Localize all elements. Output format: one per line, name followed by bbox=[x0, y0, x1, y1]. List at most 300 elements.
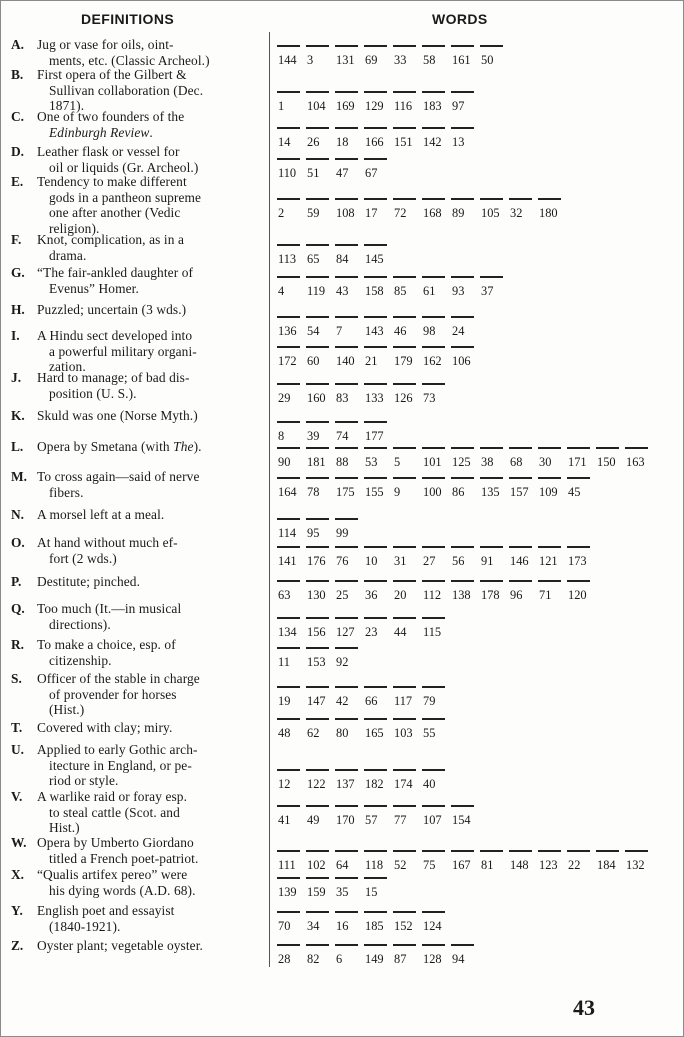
words-header: WORDS bbox=[432, 11, 488, 27]
letter-slot[interactable] bbox=[364, 276, 393, 298]
letter-slot[interactable] bbox=[335, 718, 364, 740]
answer-blank bbox=[335, 718, 358, 720]
letter-slot[interactable] bbox=[393, 718, 422, 740]
letter-slot[interactable] bbox=[422, 850, 451, 872]
letter-slot[interactable] bbox=[364, 718, 393, 740]
letter-slot[interactable] bbox=[335, 158, 364, 180]
slot-number: 154 bbox=[452, 813, 471, 827]
definition-text bbox=[37, 938, 265, 954]
letter-slot[interactable] bbox=[277, 346, 306, 368]
slot-number: 43 bbox=[336, 284, 349, 298]
letter-slot[interactable] bbox=[509, 580, 538, 602]
letter-slot[interactable] bbox=[567, 850, 596, 872]
slot-number: 180 bbox=[539, 206, 558, 220]
letter-slot[interactable] bbox=[393, 127, 422, 149]
letter-slot[interactable] bbox=[451, 850, 480, 872]
letter-slot[interactable] bbox=[422, 447, 451, 469]
letter-slot[interactable] bbox=[451, 805, 480, 827]
word-slots-v bbox=[277, 805, 681, 827]
letter-slot[interactable] bbox=[538, 850, 567, 872]
letter-slot[interactable] bbox=[364, 686, 393, 708]
letter-slot[interactable] bbox=[451, 91, 480, 113]
definition-line: A morsel left at a meal. bbox=[37, 507, 165, 522]
slot-number: 85 bbox=[394, 284, 407, 298]
answer-blank bbox=[364, 346, 387, 348]
letter-slot[interactable] bbox=[422, 45, 451, 67]
definition-letter: M. bbox=[11, 469, 27, 484]
slot-number: 25 bbox=[336, 588, 349, 602]
letter-slot[interactable] bbox=[364, 580, 393, 602]
letter-slot[interactable] bbox=[567, 580, 596, 602]
letter-slot[interactable] bbox=[393, 911, 422, 933]
letter-slot[interactable] bbox=[364, 127, 393, 149]
answer-blank bbox=[364, 276, 387, 278]
letter-slot[interactable] bbox=[393, 383, 422, 405]
letter-slot[interactable] bbox=[567, 477, 596, 499]
letter-slot[interactable] bbox=[277, 769, 306, 791]
letter-slot[interactable] bbox=[306, 580, 335, 602]
slot-number: 52 bbox=[394, 858, 407, 872]
letter-slot[interactable] bbox=[364, 944, 393, 966]
letter-slot[interactable] bbox=[422, 718, 451, 740]
slot-number: 13 bbox=[452, 135, 465, 149]
answer-blank bbox=[277, 316, 300, 318]
letter-slot[interactable] bbox=[277, 546, 306, 568]
letter-slot[interactable] bbox=[393, 546, 422, 568]
slot-number: 89 bbox=[452, 206, 465, 220]
letter-slot[interactable] bbox=[277, 383, 306, 405]
letter-slot[interactable] bbox=[277, 580, 306, 602]
letter-slot[interactable] bbox=[306, 686, 335, 708]
slot-number: 66 bbox=[365, 694, 378, 708]
slot-number: 149 bbox=[365, 952, 384, 966]
letter-slot[interactable] bbox=[625, 850, 654, 872]
letter-slot[interactable] bbox=[393, 944, 422, 966]
letter-slot[interactable] bbox=[451, 346, 480, 368]
answer-blank bbox=[335, 686, 358, 688]
letter-slot[interactable] bbox=[306, 421, 335, 443]
letter-slot[interactable] bbox=[538, 477, 567, 499]
letter-slot[interactable] bbox=[306, 911, 335, 933]
answer-blank bbox=[422, 769, 445, 771]
letter-slot[interactable] bbox=[335, 276, 364, 298]
letter-slot[interactable] bbox=[480, 546, 509, 568]
letter-slot[interactable] bbox=[277, 805, 306, 827]
letter-slot[interactable] bbox=[509, 198, 538, 220]
letter-slot[interactable] bbox=[335, 944, 364, 966]
answer-blank bbox=[306, 383, 329, 385]
letter-slot[interactable] bbox=[306, 276, 335, 298]
answer-blank bbox=[509, 198, 532, 200]
letter-slot[interactable] bbox=[306, 346, 335, 368]
letter-slot[interactable] bbox=[393, 316, 422, 338]
slot-number: 159 bbox=[307, 885, 326, 899]
letter-slot[interactable] bbox=[277, 447, 306, 469]
answer-blank bbox=[306, 546, 329, 548]
letter-slot[interactable] bbox=[335, 877, 364, 899]
letter-slot[interactable] bbox=[480, 580, 509, 602]
word-slots-m bbox=[277, 477, 681, 499]
letter-slot[interactable] bbox=[364, 91, 393, 113]
letter-slot[interactable] bbox=[335, 346, 364, 368]
letter-slot[interactable] bbox=[277, 45, 306, 67]
letter-slot[interactable] bbox=[335, 518, 364, 540]
letter-slot[interactable] bbox=[422, 276, 451, 298]
definition-line: fort (2 wds.) bbox=[49, 550, 117, 566]
answer-blank bbox=[335, 276, 358, 278]
letter-slot[interactable] bbox=[306, 198, 335, 220]
letter-slot[interactable] bbox=[422, 769, 451, 791]
letter-slot[interactable] bbox=[480, 850, 509, 872]
letter-slot[interactable] bbox=[306, 647, 335, 669]
definition-b bbox=[11, 67, 265, 114]
slot-number: 184 bbox=[597, 858, 616, 872]
letter-slot[interactable] bbox=[364, 346, 393, 368]
answer-blank bbox=[306, 198, 329, 200]
letter-slot[interactable] bbox=[277, 276, 306, 298]
letter-slot[interactable] bbox=[277, 316, 306, 338]
answer-blank bbox=[451, 198, 474, 200]
slot-number: 179 bbox=[394, 354, 413, 368]
letter-slot[interactable] bbox=[393, 276, 422, 298]
letter-slot[interactable] bbox=[335, 383, 364, 405]
definition-text bbox=[37, 109, 265, 140]
letter-slot[interactable] bbox=[451, 45, 480, 67]
letter-slot[interactable] bbox=[306, 158, 335, 180]
slot-number: 163 bbox=[626, 455, 645, 469]
definition-line: Puzzled; uncertain (3 wds.) bbox=[37, 302, 187, 317]
letter-slot[interactable] bbox=[277, 421, 306, 443]
letter-slot[interactable] bbox=[422, 198, 451, 220]
letter-slot[interactable] bbox=[422, 316, 451, 338]
letter-slot[interactable] bbox=[393, 91, 422, 113]
letter-slot[interactable] bbox=[451, 447, 480, 469]
slot-number: 100 bbox=[423, 485, 442, 499]
slot-number: 160 bbox=[307, 391, 326, 405]
letter-slot[interactable] bbox=[422, 477, 451, 499]
definition-t bbox=[11, 720, 265, 736]
letter-slot[interactable] bbox=[306, 447, 335, 469]
letter-slot[interactable] bbox=[364, 45, 393, 67]
slot-number: 119 bbox=[307, 284, 326, 298]
slot-number: 107 bbox=[423, 813, 442, 827]
letter-slot[interactable] bbox=[364, 911, 393, 933]
letter-slot[interactable] bbox=[277, 718, 306, 740]
letter-slot[interactable] bbox=[422, 617, 451, 639]
letter-slot[interactable] bbox=[306, 244, 335, 266]
letter-slot[interactable] bbox=[422, 346, 451, 368]
letter-slot[interactable] bbox=[306, 877, 335, 899]
letter-slot[interactable] bbox=[451, 546, 480, 568]
slot-number: 14 bbox=[278, 135, 291, 149]
letter-slot[interactable] bbox=[480, 45, 509, 67]
letter-slot[interactable] bbox=[364, 198, 393, 220]
letter-slot[interactable] bbox=[422, 383, 451, 405]
letter-slot[interactable] bbox=[422, 580, 451, 602]
answer-blank bbox=[364, 769, 387, 771]
letter-slot[interactable] bbox=[509, 447, 538, 469]
letter-slot[interactable] bbox=[451, 580, 480, 602]
letter-slot[interactable] bbox=[335, 91, 364, 113]
definition-line: Covered with clay; miry. bbox=[37, 720, 173, 735]
slot-number: 152 bbox=[394, 919, 413, 933]
letter-slot[interactable] bbox=[277, 850, 306, 872]
answer-blank bbox=[451, 477, 474, 479]
letter-slot[interactable] bbox=[451, 198, 480, 220]
definition-text bbox=[37, 469, 265, 500]
definition-line: Edinburgh Review. bbox=[49, 124, 153, 140]
letter-slot[interactable] bbox=[277, 518, 306, 540]
letter-slot[interactable] bbox=[538, 580, 567, 602]
answer-blank bbox=[538, 447, 561, 449]
letter-slot[interactable] bbox=[393, 617, 422, 639]
letter-slot[interactable] bbox=[393, 346, 422, 368]
letter-slot[interactable] bbox=[277, 647, 306, 669]
slot-number: 71 bbox=[539, 588, 552, 602]
answer-blank bbox=[625, 447, 648, 449]
slot-number: 45 bbox=[568, 485, 581, 499]
letter-slot[interactable] bbox=[596, 447, 625, 469]
letter-slot[interactable] bbox=[393, 850, 422, 872]
slot-number: 30 bbox=[539, 455, 552, 469]
letter-slot[interactable] bbox=[364, 447, 393, 469]
letter-slot[interactable] bbox=[335, 45, 364, 67]
answer-blank bbox=[364, 421, 387, 423]
letter-slot[interactable] bbox=[509, 546, 538, 568]
slot-number: 65 bbox=[307, 252, 320, 266]
letter-slot[interactable] bbox=[393, 477, 422, 499]
letter-slot[interactable] bbox=[451, 316, 480, 338]
letter-slot[interactable] bbox=[509, 477, 538, 499]
letter-slot[interactable] bbox=[393, 45, 422, 67]
slot-number: 151 bbox=[394, 135, 413, 149]
letter-slot[interactable] bbox=[306, 91, 335, 113]
answer-blank bbox=[509, 477, 532, 479]
slot-number: 41 bbox=[278, 813, 291, 827]
answer-blank bbox=[335, 850, 358, 852]
answer-blank bbox=[509, 580, 532, 582]
letter-slot[interactable] bbox=[364, 546, 393, 568]
letter-slot[interactable] bbox=[422, 805, 451, 827]
letter-slot[interactable] bbox=[451, 477, 480, 499]
answer-blank bbox=[277, 91, 300, 93]
letter-slot[interactable] bbox=[306, 769, 335, 791]
slot-number: 83 bbox=[336, 391, 349, 405]
letter-slot[interactable] bbox=[335, 805, 364, 827]
definition-line: Hard to manage; of bad dis- bbox=[37, 370, 190, 385]
letter-slot[interactable] bbox=[596, 850, 625, 872]
answer-blank bbox=[306, 686, 329, 688]
definition-line: One of two founders of the bbox=[37, 109, 185, 124]
letter-slot[interactable] bbox=[335, 127, 364, 149]
answer-blank bbox=[480, 45, 503, 47]
slot-number: 92 bbox=[336, 655, 349, 669]
slot-number: 97 bbox=[452, 99, 465, 113]
letter-slot[interactable] bbox=[422, 911, 451, 933]
letter-slot[interactable] bbox=[364, 316, 393, 338]
letter-slot[interactable] bbox=[567, 447, 596, 469]
answer-blank bbox=[509, 850, 532, 852]
letter-slot[interactable] bbox=[364, 805, 393, 827]
answer-blank bbox=[277, 805, 300, 807]
slot-number: 35 bbox=[336, 885, 349, 899]
letter-slot[interactable] bbox=[364, 877, 393, 899]
answer-blank bbox=[393, 447, 416, 449]
definition-line: ments, etc. (Classic Archeol.) bbox=[49, 52, 210, 68]
letter-slot[interactable] bbox=[393, 198, 422, 220]
definition-line: gods in a pantheon supreme bbox=[49, 189, 202, 205]
definition-letter: H. bbox=[11, 302, 25, 317]
slot-number: 58 bbox=[423, 53, 436, 67]
letter-slot[interactable] bbox=[364, 850, 393, 872]
letter-slot[interactable] bbox=[422, 127, 451, 149]
letter-slot[interactable] bbox=[538, 447, 567, 469]
letter-slot[interactable] bbox=[277, 244, 306, 266]
slot-number: 54 bbox=[307, 324, 320, 338]
letter-slot[interactable] bbox=[277, 158, 306, 180]
letter-slot[interactable] bbox=[306, 127, 335, 149]
letter-slot[interactable] bbox=[335, 580, 364, 602]
slot-number: 165 bbox=[365, 726, 384, 740]
answer-blank bbox=[277, 346, 300, 348]
slot-number: 77 bbox=[394, 813, 407, 827]
letter-slot[interactable] bbox=[364, 477, 393, 499]
answer-blank bbox=[451, 805, 474, 807]
letter-slot[interactable] bbox=[364, 421, 393, 443]
definition-line: Skuld was one (Norse Myth.) bbox=[37, 408, 198, 423]
slot-number: 102 bbox=[307, 858, 326, 872]
letter-slot[interactable] bbox=[335, 617, 364, 639]
slot-number: 166 bbox=[365, 135, 384, 149]
letter-slot[interactable] bbox=[480, 276, 509, 298]
letter-slot[interactable] bbox=[335, 546, 364, 568]
letter-slot[interactable] bbox=[480, 198, 509, 220]
letter-slot[interactable] bbox=[306, 316, 335, 338]
letter-slot[interactable] bbox=[277, 617, 306, 639]
letter-slot[interactable] bbox=[393, 805, 422, 827]
letter-slot[interactable] bbox=[277, 127, 306, 149]
letter-slot[interactable] bbox=[451, 944, 480, 966]
letter-slot[interactable] bbox=[306, 944, 335, 966]
letter-slot[interactable] bbox=[335, 477, 364, 499]
letter-slot[interactable] bbox=[306, 518, 335, 540]
definition-letter: N. bbox=[11, 507, 25, 522]
letter-slot[interactable] bbox=[335, 850, 364, 872]
slot-number: 173 bbox=[568, 554, 587, 568]
letter-slot[interactable] bbox=[480, 447, 509, 469]
definition-letter: Q. bbox=[11, 601, 25, 616]
definition-letter: Y. bbox=[11, 903, 23, 918]
slot-number: 10 bbox=[365, 554, 378, 568]
word-slots-f bbox=[277, 244, 681, 266]
slot-number: 148 bbox=[510, 858, 529, 872]
letter-slot[interactable] bbox=[306, 805, 335, 827]
letter-slot[interactable] bbox=[306, 850, 335, 872]
letter-slot[interactable] bbox=[335, 769, 364, 791]
letter-slot[interactable] bbox=[335, 421, 364, 443]
letter-slot[interactable] bbox=[335, 447, 364, 469]
letter-slot[interactable] bbox=[393, 580, 422, 602]
slot-number: 117 bbox=[394, 694, 413, 708]
answer-blank bbox=[451, 447, 474, 449]
letter-slot[interactable] bbox=[538, 198, 567, 220]
definition-letter: A. bbox=[11, 37, 25, 52]
letter-slot[interactable] bbox=[277, 477, 306, 499]
letter-slot[interactable] bbox=[364, 383, 393, 405]
answer-blank bbox=[277, 769, 300, 771]
definition-text bbox=[37, 67, 265, 114]
letter-slot[interactable] bbox=[567, 546, 596, 568]
letter-slot[interactable] bbox=[306, 477, 335, 499]
letter-slot[interactable] bbox=[277, 686, 306, 708]
letter-slot[interactable] bbox=[393, 686, 422, 708]
letter-slot[interactable] bbox=[306, 45, 335, 67]
letter-slot[interactable] bbox=[306, 718, 335, 740]
letter-slot[interactable] bbox=[451, 276, 480, 298]
answer-blank bbox=[480, 546, 503, 548]
word-slots-b bbox=[277, 91, 681, 113]
definition-letter: D. bbox=[11, 144, 25, 159]
letter-slot[interactable] bbox=[277, 91, 306, 113]
answer-blank bbox=[335, 944, 358, 946]
letter-slot[interactable] bbox=[451, 127, 480, 149]
answer-blank bbox=[335, 447, 358, 449]
definition-letter: T. bbox=[11, 720, 23, 735]
slot-number: 59 bbox=[307, 206, 320, 220]
letter-slot[interactable] bbox=[480, 477, 509, 499]
letter-slot[interactable] bbox=[277, 911, 306, 933]
letter-slot[interactable] bbox=[335, 911, 364, 933]
letter-slot[interactable] bbox=[422, 944, 451, 966]
letter-slot[interactable] bbox=[335, 316, 364, 338]
letter-slot[interactable] bbox=[306, 383, 335, 405]
letter-slot[interactable] bbox=[625, 447, 654, 469]
answer-blank bbox=[277, 718, 300, 720]
letter-slot[interactable] bbox=[335, 647, 364, 669]
letter-slot[interactable] bbox=[393, 447, 422, 469]
letter-slot[interactable] bbox=[364, 158, 393, 180]
answer-blank bbox=[567, 580, 590, 582]
letter-slot[interactable] bbox=[393, 769, 422, 791]
letter-slot[interactable] bbox=[306, 617, 335, 639]
letter-slot[interactable] bbox=[335, 686, 364, 708]
slot-number: 137 bbox=[336, 777, 355, 791]
answer-blank bbox=[393, 91, 416, 93]
letter-slot[interactable] bbox=[364, 244, 393, 266]
answer-blank bbox=[538, 580, 561, 582]
answer-blank bbox=[393, 383, 416, 385]
letter-slot[interactable] bbox=[306, 546, 335, 568]
letter-slot[interactable] bbox=[422, 546, 451, 568]
definitions-header: DEFINITIONS bbox=[81, 11, 175, 27]
letter-slot[interactable] bbox=[277, 877, 306, 899]
slot-number: 109 bbox=[539, 485, 558, 499]
slot-number: 164 bbox=[278, 485, 297, 499]
letter-slot[interactable] bbox=[277, 944, 306, 966]
letter-slot[interactable] bbox=[422, 91, 451, 113]
letter-slot[interactable] bbox=[422, 686, 451, 708]
letter-slot[interactable] bbox=[509, 850, 538, 872]
letter-slot[interactable] bbox=[335, 244, 364, 266]
letter-slot[interactable] bbox=[364, 617, 393, 639]
slot-number: 18 bbox=[336, 135, 349, 149]
slot-number: 11 bbox=[278, 655, 290, 669]
letter-slot[interactable] bbox=[277, 198, 306, 220]
letter-slot[interactable] bbox=[335, 198, 364, 220]
letter-slot[interactable] bbox=[364, 769, 393, 791]
letter-slot[interactable] bbox=[538, 546, 567, 568]
slot-number: 29 bbox=[278, 391, 291, 405]
